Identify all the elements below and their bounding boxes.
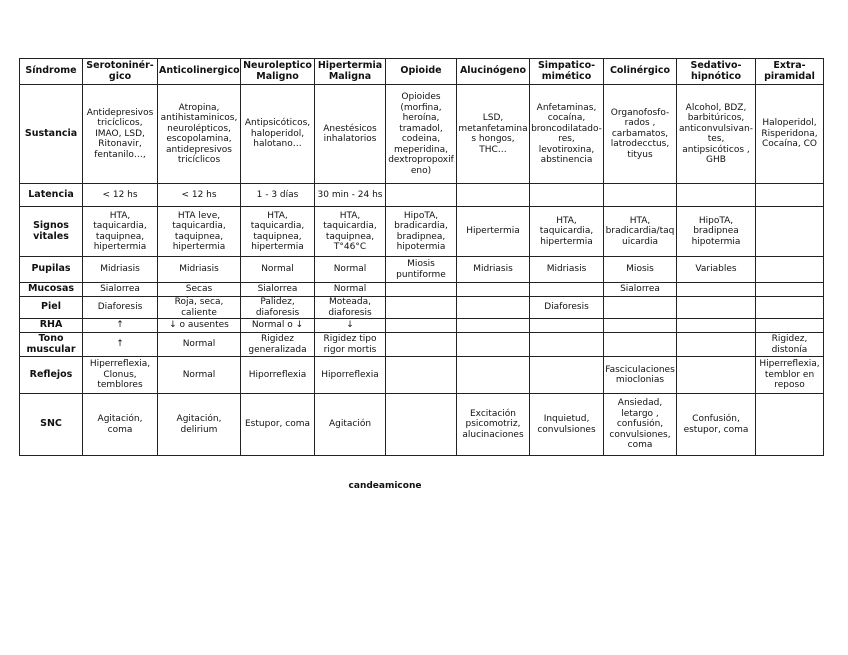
table-cell: Normal — [241, 257, 315, 283]
table-cell: ↑ — [83, 319, 158, 333]
row-header: SNC — [20, 394, 83, 456]
row-header: Signos vitales — [20, 207, 83, 257]
table-cell — [756, 394, 824, 456]
header-cell: Alucinógeno — [457, 59, 530, 85]
table-cell — [457, 357, 530, 394]
table-cell — [530, 333, 604, 357]
row-header: Piel — [20, 297, 83, 319]
table-cell: Rigidez tipo rigor mortis — [315, 333, 386, 357]
table-cell — [604, 333, 677, 357]
table-cell: Confusión, estupor, coma — [677, 394, 756, 456]
table-cell — [677, 184, 756, 207]
table-cell: Ansiedad, letargo , confusión, convulsiones, coma — [604, 394, 677, 456]
table-cell — [677, 357, 756, 394]
table-cell: Hiperreflexia, Clonus, temblores — [83, 357, 158, 394]
table-row — [20, 333, 824, 357]
table-row — [20, 184, 824, 207]
table-cell: Haloperidol, Risperidona, Cocaína, CO — [756, 85, 824, 184]
table-cell: HipoTA, bradicardia, bradipnea, hipotermia — [386, 207, 457, 257]
table-cell: Organofosfo- rados , carbamatos, latrodecctus, tityus — [604, 85, 677, 184]
table-cell: Agitación, coma — [83, 394, 158, 456]
table-cell — [756, 207, 824, 257]
row-header: Sustancia — [20, 85, 83, 184]
table-cell: Diaforesis — [83, 297, 158, 319]
table-cell: HTA, taquicardia, hipertermia — [530, 207, 604, 257]
table-cell — [386, 297, 457, 319]
table-cell: Agitación — [315, 394, 386, 456]
table-cell — [386, 394, 457, 456]
author-credit: candeamicone — [348, 481, 422, 491]
table-cell: Normal — [315, 257, 386, 283]
table-cell: 1 - 3 días — [241, 184, 315, 207]
table-cell: Sialorrea — [604, 283, 677, 297]
table-cell: Excitación psicomotriz, alucinaciones — [457, 394, 530, 456]
table-row — [20, 283, 824, 297]
header-cell: Simpatico- mimético — [530, 59, 604, 85]
table-cell: Antidepresivos tricíclicos, IMAO, LSD, Ritonavir, fentanilo…, — [83, 85, 158, 184]
header-cell: Serotoninér- gico — [83, 59, 158, 85]
table-cell: Normal o ↓ — [241, 319, 315, 333]
table-cell — [677, 283, 756, 297]
table-cell: HTA, taquicardia, taquipnea, T°46°C — [315, 207, 386, 257]
table-cell: Midriasis — [158, 257, 241, 283]
table-cell: HTA, bradicardia/taq uicardia — [604, 207, 677, 257]
table-cell: < 12 hs — [158, 184, 241, 207]
table-cell — [386, 283, 457, 297]
table-row — [20, 207, 824, 257]
table-cell: Rigidez, distonía — [756, 333, 824, 357]
table-cell: Hipertermia — [457, 207, 530, 257]
table-cell: ↑ — [83, 333, 158, 357]
toxidrome-table — [19, 58, 824, 456]
header-cell: Anticolinergico — [158, 59, 241, 85]
table-cell: Antipsicóticos, haloperidol, halotano… — [241, 85, 315, 184]
table-cell: ↓ o ausentes — [158, 319, 241, 333]
header-cell: Hipertermia Maligna — [315, 59, 386, 85]
table-row — [20, 85, 824, 184]
table-cell: HTA leve, taquicardia, taquipnea, hipertermia — [158, 207, 241, 257]
table-cell: Sialorrea — [241, 283, 315, 297]
table-row — [20, 357, 824, 394]
header-cell: Colinérgico — [604, 59, 677, 85]
table-cell: Atropina, antihistaminicos, neurolépticos, escopolamina, antidepresivos tricíclicos — [158, 85, 241, 184]
table-cell: Miosis puntiforme — [386, 257, 457, 283]
table-cell: Hiperreflexia, temblor en reposo — [756, 357, 824, 394]
table-cell — [457, 333, 530, 357]
row-header: RHA — [20, 319, 83, 333]
table-cell — [457, 297, 530, 319]
row-header: Tono muscular — [20, 333, 83, 357]
table-cell — [677, 297, 756, 319]
table-cell — [386, 319, 457, 333]
table-cell — [604, 297, 677, 319]
table-cell: 30 min - 24 hs — [315, 184, 386, 207]
table-cell — [756, 184, 824, 207]
table-cell: Secas — [158, 283, 241, 297]
table-cell: Inquietud, convulsiones — [530, 394, 604, 456]
table-cell — [530, 283, 604, 297]
table-cell — [530, 357, 604, 394]
header-row — [20, 59, 824, 85]
table-cell: Moteada, diaforesis — [315, 297, 386, 319]
table-cell: Fasciculaciones mioclonias — [604, 357, 677, 394]
table-row — [20, 319, 824, 333]
row-header: Reflejos — [20, 357, 83, 394]
table-cell: Opioides (morfina, heroína, tramadol, codeina, meperidina, dextropropoxif eno) — [386, 85, 457, 184]
table-cell — [386, 333, 457, 357]
table-cell: Normal — [158, 333, 241, 357]
header-cell: Neuroleptico Maligno — [241, 59, 315, 85]
table-cell — [677, 319, 756, 333]
table-cell: Midriasis — [83, 257, 158, 283]
table-cell: Hiporreflexia — [241, 357, 315, 394]
table-cell — [756, 319, 824, 333]
table-cell: LSD, metanfetamina s hongos, THC… — [457, 85, 530, 184]
table-cell: < 12 hs — [83, 184, 158, 207]
table-cell — [457, 283, 530, 297]
table-cell: Rigidez generalizada — [241, 333, 315, 357]
table-cell — [386, 357, 457, 394]
row-header: Latencia — [20, 184, 83, 207]
table-cell: Normal — [158, 357, 241, 394]
table-cell: Palidez, diaforesis — [241, 297, 315, 319]
table-cell — [756, 297, 824, 319]
table-cell — [457, 319, 530, 333]
table-cell: Roja, seca, caliente — [158, 297, 241, 319]
table-cell — [457, 184, 530, 207]
row-header: Mucosas — [20, 283, 83, 297]
table-row — [20, 257, 824, 283]
table-cell: Normal — [315, 283, 386, 297]
table-cell: Variables — [677, 257, 756, 283]
row-header: Pupilas — [20, 257, 83, 283]
table-cell: HTA, taquicardia, taquipnea, hipertermia — [83, 207, 158, 257]
table-cell — [386, 184, 457, 207]
table-cell: Hiporreflexia — [315, 357, 386, 394]
table-cell: Miosis — [604, 257, 677, 283]
table-cell: Anestésicos inhalatorios — [315, 85, 386, 184]
table-cell — [530, 319, 604, 333]
table-cell: Midriasis — [530, 257, 604, 283]
table-row — [20, 297, 824, 319]
table-cell: ↓ — [315, 319, 386, 333]
table-cell: Estupor, coma — [241, 394, 315, 456]
table-row — [20, 394, 824, 456]
table-cell: Agitación, delirium — [158, 394, 241, 456]
table-cell: Diaforesis — [530, 297, 604, 319]
table-cell — [604, 319, 677, 333]
table-cell: Anfetaminas, cocaína, broncodilatado- res, levotiroxina, abstinencia — [530, 85, 604, 184]
table-cell — [604, 184, 677, 207]
table-cell — [677, 333, 756, 357]
table-cell: HipoTA, bradipnea hipotermia — [677, 207, 756, 257]
header-cell: Síndrome — [20, 59, 83, 85]
header-cell: Opioide — [386, 59, 457, 85]
table-cell: Midriasis — [457, 257, 530, 283]
table-cell: HTA, taquicardia, taquipnea, hipertermia — [241, 207, 315, 257]
table-cell — [530, 184, 604, 207]
table-cell — [756, 283, 824, 297]
header-cell: Sedativo- hipnótico — [677, 59, 756, 85]
header-cell: Extra- piramidal — [756, 59, 824, 85]
table-cell: Sialorrea — [83, 283, 158, 297]
table-cell — [756, 257, 824, 283]
table-cell: Alcohol, BDZ, barbitúricos, anticonvulsivan- tes, antipsicóticos , GHB — [677, 85, 756, 184]
